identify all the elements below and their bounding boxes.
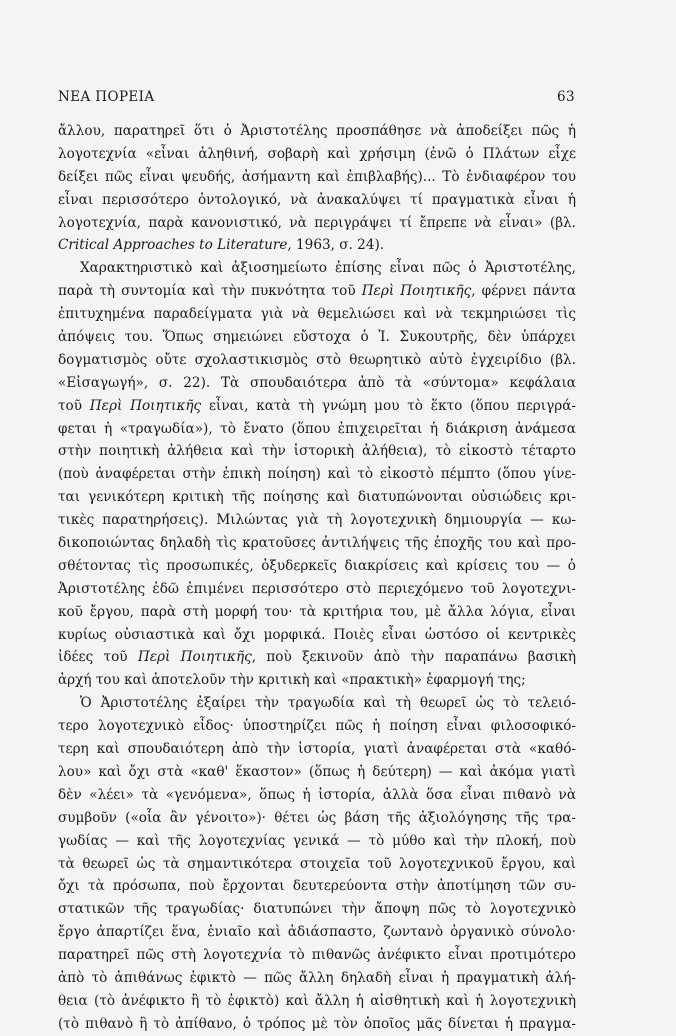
text-line: Ὁ Ἀριστοτέλης ἐξαίρει τὴν τραγωδία καὶ τὴ θεωρεῖ ὡς τὸ τελειό- <box>80 695 576 712</box>
text-line: δογματισμὸς οὔτε σχολαστικισμὸς στὸ θεωρητικὸ αὐτὸ ἐγχειρίδιο (βλ. <box>58 351 576 368</box>
text-line: ἐπιτυχημένα παραδείγματα γιὰ νὰ θεμελιώσει καὶ νὰ τεκμηριώσει τὶς <box>58 306 576 323</box>
text-line: λογοτεχνία «εἶναι ἀληθινή, σοβαρὴ καὶ χρήσιμη (ἐνῶ ὁ Πλάτων εἶχε <box>58 145 576 162</box>
text-line: στὴν ποιητικὴ ἀλήθεια καὶ τὴν ἱστορικὴ ἀλήθεια), τὸ εἰκοστὸ τέταρτο <box>58 443 576 460</box>
text-line: λου» καὶ ὄχι στὰ «καθ' ἕκαστον» (ὅπως ἡ δεύτερη) — καὶ ἀκόμα γιατὶ <box>58 763 576 780</box>
page-number: 63 <box>557 89 575 105</box>
running-title: ΝΕΑ ΠΟΡΕΙΑ <box>58 89 155 105</box>
text-line: δὲν «λέει» τὰ «γενόμενα», ὅπως ἡ ἱστορία, ἀλλὰ ὅσα εἶναι πιθανὸ νὰ <box>58 786 576 803</box>
text-line: σθέτοντας τὶς προσωπικές, ὀξυδερκεῖς διακρίσεις καὶ κρίσεις του — ὁ <box>58 557 576 574</box>
text-line: παρὰ τὴ συντομία καὶ τὴν πυκνότητα τοῦ Περὶ Ποιητικῆς, φέρνει πάντα <box>58 283 577 300</box>
text-line: θεια (τὸ ἀνέφικτο ἢ τὸ ἐφικτὸ) καὶ ἄλλη ἡ αἰσθητικὴ καὶ ἡ λογοτεχνικὴ <box>58 992 576 1009</box>
italic-title: Περὶ Ποιητικῆς <box>361 283 472 300</box>
text-line: (ποὺ ἀναφέρεται στὴν ἐπικὴ ποίηση) καὶ τὸ εἰκοστὸ πέμπτο (ὅπου γίνε- <box>58 466 576 483</box>
text-line: (τὸ πιθανὸ ἢ τὸ ἀπίθανο, ὁ τρόπος μὲ τὸν ὁποῖος μᾶς δίνεται ἡ πραγμα- <box>58 1015 576 1032</box>
text-line: Critical Approaches to Literature, 1963, σ. 24). <box>58 237 385 254</box>
text-line: φεται ἡ «τραγωδία»), τὸ ἔνατο (ὅπου ἐπιχειρεῖται ἡ διάκριση ἀνάμεσα <box>58 420 576 437</box>
text-line: «Εἰσαγωγή», σ. 22). Τὰ σπουδαιότερα ἀπὸ τὰ «σύντομα» κεφάλαια <box>58 374 576 391</box>
text-line: εἶναι περισσότερο ὀντολογικό, νὰ ἀνακαλύψει τί πραγματικὰ εἶναι ἡ <box>58 191 576 208</box>
text-line: ἀπόψεις του. Ὅπως σημειώνει εὔστοχα ὁ Ἰ. Συκουτρῆς, δὲν ὑπάρχει <box>58 329 576 346</box>
text-line: ἀπὸ τὸ ἀπιθάνως ἐφικτὸ — πῶς ἄλλη δηλαδὴ εἶναι ἡ πραγματικὴ ἀλή- <box>58 969 576 986</box>
text-line: Ἀριστοτέλης ἐδῶ ἐπιμένει περισσότερο στὸ περιεχόμενο τοῦ λογοτεχνι- <box>58 580 576 597</box>
italic-title: Critical Approaches to Literature <box>58 237 288 254</box>
text-line: ἔργο ἀπαρτίζει ἕνα, ἑνιαῖο καὶ ἀδιάσπαστο, ζωντανὸ ὀργανικὸ σύνολο· <box>58 924 576 941</box>
text-line: τερο λογοτεχνικὸ εἶδος· ὑποστηρίζει πῶς ἡ ποίηση εἶναι φιλοσοφικό- <box>58 718 576 735</box>
text-line: τοῦ Περὶ Ποιητικῆς εἶναι, κατὰ τὴ γνώμη μου τὸ ἕκτο (ὅπου περιγρά- <box>58 397 577 414</box>
text-line: ἀρχή του καὶ ἀποτελοῦν τὴν κριτικὴ καὶ «πρακτικὴ» ἐφαρμογή της; <box>58 672 526 689</box>
text-line: παρατηρεῖ πῶς στὴ λογοτεχνία τὸ πιθανῶς ἀνέφικτο εἶναι προτιμότερο <box>58 947 576 964</box>
text-line: συμβοῦν («οἷα ἂν γένοιτο»)· θέτει ὡς βάση τῆς ἀξιολόγησης τῆς τρα- <box>58 809 576 826</box>
text-line: κυρίως οὐσιαστικὰ καὶ ὄχι μορφικά. Ποιὲς εἶναι ὡστόσο οἱ κεντρικὲς <box>58 626 576 643</box>
paragraph <box>58 120 576 257</box>
text-line: ὄχι τὰ πρόσωπα, ποὺ ἔρχονται δευτερεύοντα στὴν ἀποτίμηση τῶν συ- <box>58 878 576 895</box>
italic-title: Περὶ Ποιητικῆς <box>137 649 252 666</box>
text-line: ται γενικότερη κριτικὴ τῆς ποίησης καὶ διατυπώνονται οὐσιώδεις κρι- <box>58 489 576 506</box>
text-line: ἄλλου, παρατηρεῖ ὅτι ὁ Ἀριστοτέλης προσπάθησε νὰ ἀποδείξει πῶς ἡ <box>58 123 576 139</box>
text-line: Χαρακτηριστικὸ καὶ ἀξιοσημείωτο ἐπίσης εἶναι πῶς ὁ Ἀριστοτέλης, <box>80 260 576 277</box>
paragraph <box>58 692 576 1035</box>
text-line: τικὲς παρατηρήσεις). Μιλώντας γιὰ τὴ λογοτεχνικὴ δημιουργία — κω- <box>58 512 576 529</box>
text-line: τερη καὶ σπουδαιότερη ἀπὸ τὴν ἱστορία, γιατὶ ἀναφέρεται στὰ «καθό- <box>58 741 576 758</box>
text-line: γωδίας — καὶ τῆς λογοτεχνίας γενικά — τὸ μύθο καὶ τὴν πλοκή, ποὺ <box>58 832 576 849</box>
body-text <box>58 120 576 1036</box>
paragraph <box>58 257 576 692</box>
text-line: τὰ θεωρεῖ ὡς τὰ σημαντικότερα στοιχεῖα τοῦ λογοτεχνικοῦ ἔργου, καὶ <box>58 855 576 872</box>
italic-title: Περὶ Ποιητικῆς <box>89 397 202 414</box>
text-line: δικοποιώντας δηλαδὴ τὶς κρατοῦσες ἀντιλήψεις τῆς ἐποχῆς του καὶ προ- <box>58 535 576 552</box>
text-line: λογοτεχνία, παρὰ κανονιστικό, νὰ περιγράψει τί ἔπρεπε νὰ εἶναι» (βλ. <box>58 214 576 231</box>
text-line: ἰδέες τοῦ Περὶ Ποιητικῆς, ποὺ ξεκινοῦν ἀπὸ τὴν παραπάνω βασικὴ <box>58 649 576 666</box>
running-header <box>58 89 575 105</box>
text-line: δείξει πῶς εἶναι ψευδής, ἀσήμαντη καὶ ἐπιβλαβής)... Τὸ ἐνδιαφέρον του <box>58 168 576 185</box>
text-line: στατικῶν τῆς τραγωδίας· διατυπώνει τὴν ἄποψη πῶς τὸ λογοτεχνικὸ <box>58 901 576 918</box>
text-line: κοῦ ἔργου, παρὰ στὴ μορφή του· τὰ κριτήρια του, μὲ ἄλλα λόγια, εἶναι <box>58 603 576 620</box>
